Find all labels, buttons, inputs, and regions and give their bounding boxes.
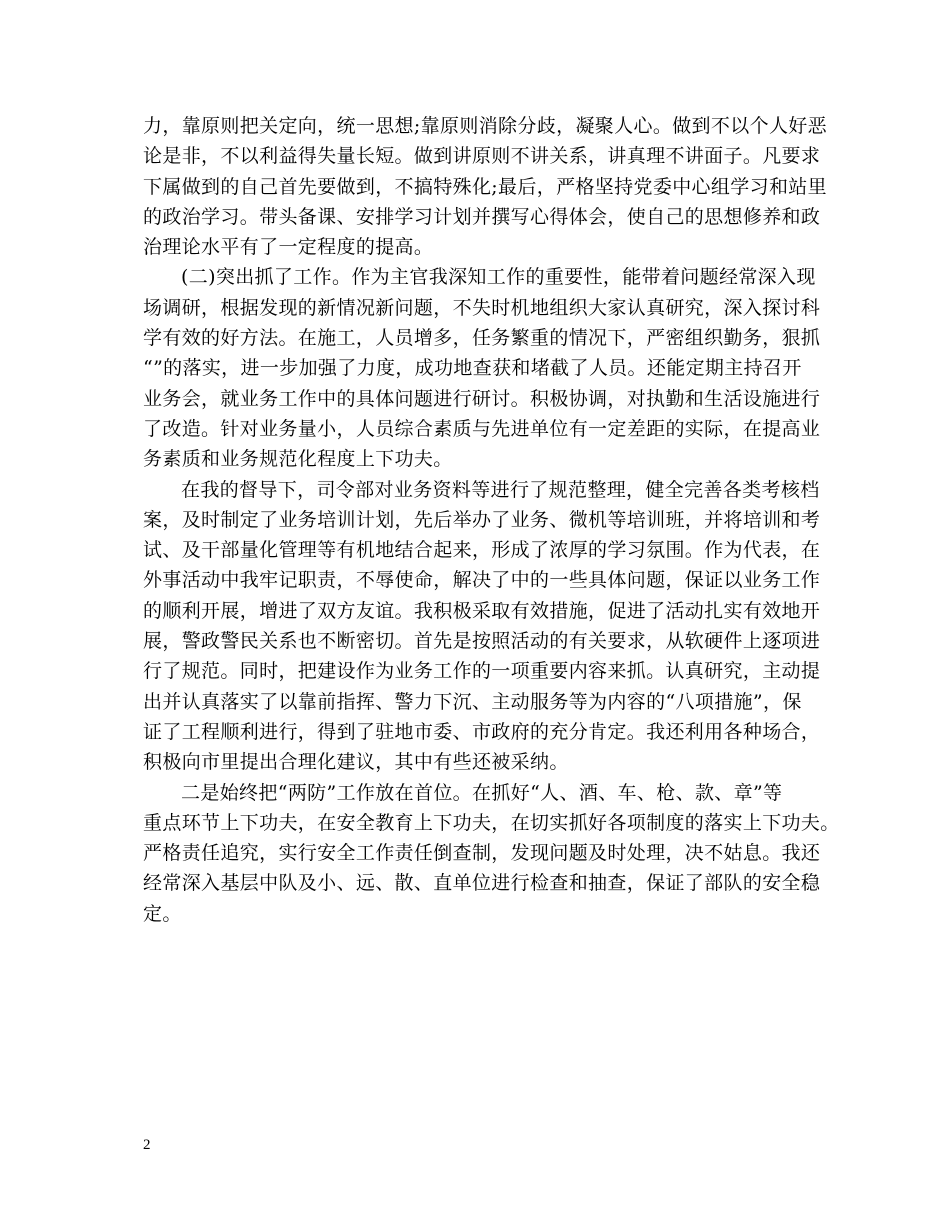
text-line: 下属做到的自己首先要做到，不搞特殊化;最后，严格坚持党委中心组学习和站里 bbox=[143, 175, 828, 198]
text-line: 场调研，根据发现的新情况新问题，不失时机地组织大家认真研究，深入探讨科 bbox=[143, 296, 821, 319]
text-line: 二是始终把“两防”工作放在首位。在抓好“人、酒、车、枪、款、章”等 bbox=[181, 781, 783, 804]
text-line: 行了规范。同时，把建设作为业务工作的一项重要内容来抓。认真研究，主动提 bbox=[143, 660, 821, 683]
paragraph bbox=[143, 262, 823, 474]
text-line: 证了工程顺利进行，得到了驻地市委、市政府的充分肯定。我还利用各种场合， bbox=[143, 720, 821, 743]
text-line: 的政治学习。带头备课、安排学习计划并撰写心得体会，使自己的思想修养和政 bbox=[143, 205, 821, 228]
text-line: 展，警政警民关系也不断密切。首先是按照活动的有关要求，从软硬件上逐项进 bbox=[143, 630, 821, 653]
text-line: 案，及时制定了业务培训计划，先后举办了业务、微机等培训班，并将培训和考 bbox=[143, 508, 821, 531]
text-line: 务素质和业务规范化程度上下功夫。 bbox=[143, 448, 453, 471]
text-line: 积极向市里提出合理化建议，其中有些还被采纳。 bbox=[143, 751, 569, 774]
text-line: 重点环节上下功夫，在安全教育上下功夫，在切实抓好各项制度的落实上下功夫。 bbox=[143, 811, 840, 834]
text-line: 外事活动中我牢记职责，不辱使命，解决了中的一些具体问题，保证以业务工作 bbox=[143, 569, 821, 592]
text-line: 经常深入基层中队及小、远、散、直单位进行检查和抽查，保证了部队的安全稳 bbox=[143, 872, 821, 895]
text-line: 力，靠原则把关定向，统一思想;靠原则消除分歧，凝聚人心。做到不以个人好恶 bbox=[143, 115, 828, 137]
text-line: 的顺利开展，增进了双方友谊。我积极采取有效措施，促进了活动扎实有效地开 bbox=[143, 599, 821, 622]
text-line: 严格责任追究，实行安全工作责任倒查制，发现问题及时处理，决不姑息。我还 bbox=[143, 842, 821, 865]
text-line: 了改造。针对业务量小，人员综合素质与先进单位有一定差距的实际，在提高业 bbox=[143, 417, 821, 440]
page-number: 2 bbox=[143, 1137, 151, 1153]
paragraph bbox=[143, 778, 840, 929]
paragraph bbox=[143, 475, 823, 778]
text-line: “”的落实，进一步加强了力度，成功地查获和堵截了人员。还能定期主持召开 bbox=[143, 357, 802, 380]
text-line: 治理论水平有了一定程度的提高。 bbox=[143, 236, 434, 259]
text-line: (二)突出抓了工作。作为主官我深知工作的重要性，能带着问题经常深入现 bbox=[181, 266, 816, 289]
text-line: 试、及干部量化管理等有机地结合起来，形成了浓厚的学习氛围。作为代表，在 bbox=[143, 539, 821, 562]
text-line: 定。 bbox=[143, 902, 182, 925]
text-line: 出并认真落实了以靠前指挥、警力下沉、主动服务等为内容的“八项措施”，保 bbox=[143, 690, 802, 713]
text-line: 在我的督导下，司令部对业务资料等进行了规范整理，健全完善各类考核档 bbox=[181, 478, 820, 501]
text-line: 业务会，就业务工作中的具体问题进行研讨。积极协调，对执勤和生活设施进行 bbox=[143, 387, 821, 410]
text-line: 论是非，不以利益得失量长短。做到讲原则不讲关系，讲真理不讲面子。凡要求 bbox=[143, 145, 821, 168]
paragraph bbox=[143, 111, 828, 262]
text-line: 学有效的好方法。在施工，人员增多，任务繁重的情况下，严密组织勤务，狠抓 bbox=[143, 327, 821, 350]
document-body bbox=[143, 111, 840, 929]
